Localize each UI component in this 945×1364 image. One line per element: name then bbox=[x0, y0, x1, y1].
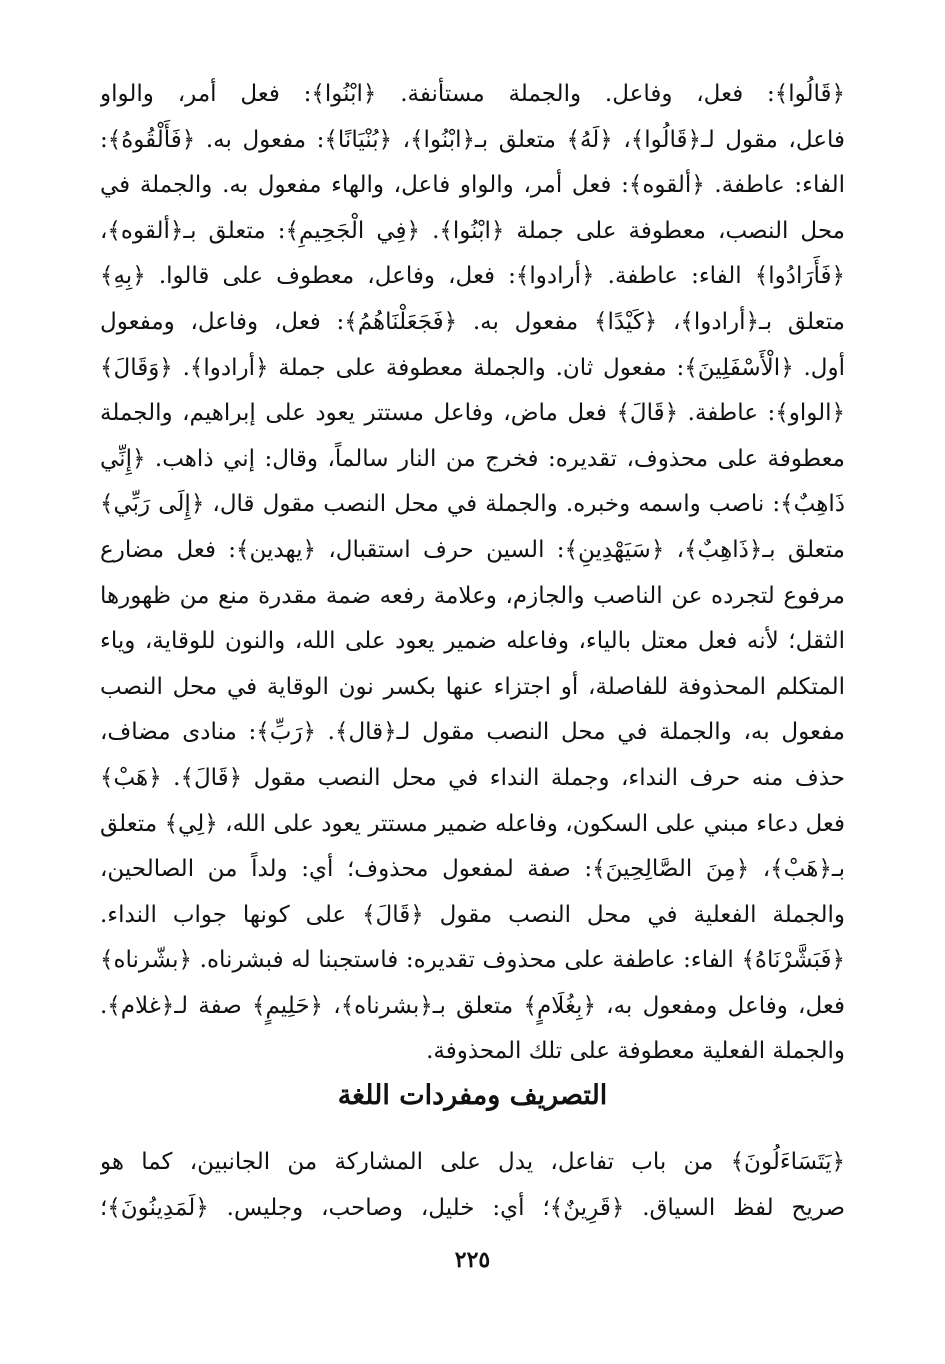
irab-paragraph bbox=[100, 72, 845, 1075]
text-line: محل النصب، معطوفة على جملة ﴿ابْنُوا﴾. ﴿فِي الْجَحِيمِ﴾: متعلق بـ﴿ألقوه﴾، bbox=[100, 217, 845, 244]
text-line: ﴿قَالُوا﴾: فعل، وفاعل. والجملة مستأنفة. ﴿ابْنُوا﴾: فعل أمر، والواو bbox=[100, 81, 845, 107]
text-line: حذف منه حرف النداء، وجملة النداء في محل النصب مقول ﴿قَالَ﴾. ﴿هَبْ﴾ bbox=[100, 764, 845, 791]
text-line: والجملة الفعلية في محل النصب مقول ﴿قَالَ﴾ على كونها جواب النداء. bbox=[100, 901, 845, 928]
vocabulary-paragraph bbox=[100, 1140, 845, 1231]
text-line: معطوفة على محذوف، تقديره: فخرج من النار سالماً، وقال: إني ذاهب. ﴿إِنِّي bbox=[100, 445, 845, 472]
text-line: فعل، وفاعل ومفعول به، ﴿بِغُلَامٍ﴾ متعلق بـ﴿بشرناه﴾، ﴿حَلِيمٍ﴾ صفة لـ﴿غلام﴾. bbox=[100, 992, 845, 1019]
text-line: ﴿فَبَشَّرْنَاهُ﴾ الفاء: عاطفة على محذوف تقديره: فاستجبنا له فبشرناه. ﴿بشّرناه﴾ bbox=[100, 947, 845, 974]
text-line: صريح لفظ السياق. ﴿قَرِينٌ﴾؛ أي: خليل، وصاحب، وجليس. ﴿لَمَدِينُونَ﴾؛ bbox=[100, 1194, 845, 1221]
text-line: بـ﴿هَبْ﴾، ﴿مِنَ الصَّالِحِينَ﴾: صفة لمفعول محذوف؛ أي: ولداً من الصالحين، bbox=[100, 856, 845, 883]
text-line: فعل دعاء مبني على السكون، وفاعله ضمير مستتر يعود على الله، ﴿لِي﴾ متعلق bbox=[100, 810, 845, 837]
text-line: أول. ﴿الْأَسْفَلِينَ﴾: مفعول ثان. والجملة معطوفة على جملة ﴿أرادوا﴾. ﴿وَقَالَ﴾ bbox=[100, 354, 845, 381]
section-heading: التصريف ومفردات اللغة bbox=[337, 1080, 608, 1111]
text-line: الثقل؛ لأنه فعل معتل بالياء، وفاعله ضمير يعود على الله، والنون للوقاية، وياء bbox=[100, 628, 845, 655]
text-line: ﴿الواو﴾: عاطفة. ﴿قَالَ﴾ فعل ماض، وفاعل مستتر يعود على إبراهيم، والجملة bbox=[100, 400, 845, 427]
text-line: مفعول به، والجملة في محل النصب مقول لـ﴿قال﴾. ﴿رَبِّ﴾: منادى مضاف، bbox=[100, 719, 845, 746]
text-line: متعلق بـ﴿أرادوا﴾، ﴿كَيْدًا﴾ مفعول به. ﴿فَجَعَلْنَاهُمُ﴾: فعل، وفاعل، ومفعول bbox=[100, 308, 845, 335]
text-line: فاعل، مقول لـ﴿قَالُوا﴾، ﴿لَهُ﴾ متعلق بـ﴿ابْنُوا﴾، ﴿بُنْيَانًا﴾: مفعول به. ﴿فَأَلْقُوهُ﴾: bbox=[100, 126, 845, 153]
page-number: ٢٢٥ bbox=[454, 1247, 491, 1273]
text-line: ﴿فَأَرَادُوا﴾ الفاء: عاطفة. ﴿أرادوا﴾: فعل، وفاعل، معطوف على قالوا. ﴿بِهِ﴾ bbox=[100, 263, 845, 290]
text-line: ذَاهِبٌ﴾: ناصب واسمه وخبره. والجملة في محل النصب مقول قال، ﴿إِلَى رَبِّي﴾ bbox=[100, 491, 845, 518]
text-line: الفاء: عاطفة. ﴿ألقوه﴾: فعل أمر، والواو فاعل، والهاء مفعول به. والجملة في bbox=[100, 172, 845, 199]
text-line: ﴿يَتَسَاءَلُونَ﴾ من باب تفاعل، يدل على المشاركة من الجانبين، كما هو bbox=[100, 1149, 845, 1175]
text-line: مرفوع لتجرده عن الناصب والجازم، وعلامة رفعه ضمة مقدرة منع من ظهورها bbox=[100, 582, 845, 609]
text-line: والجملة الفعلية معطوفة على تلك المحذوفة. bbox=[426, 1038, 845, 1065]
text-line: متعلق بـ﴿ذَاهِبٌ﴾، ﴿سَيَهْدِينِ﴾: السين حرف استقبال، ﴿يهدين﴾: فعل مضارع bbox=[100, 536, 845, 563]
text-line: المتكلم المحذوفة للفاصلة، أو اجتزاء عنها بكسر نون الوقاية في محل النصب bbox=[100, 673, 845, 700]
